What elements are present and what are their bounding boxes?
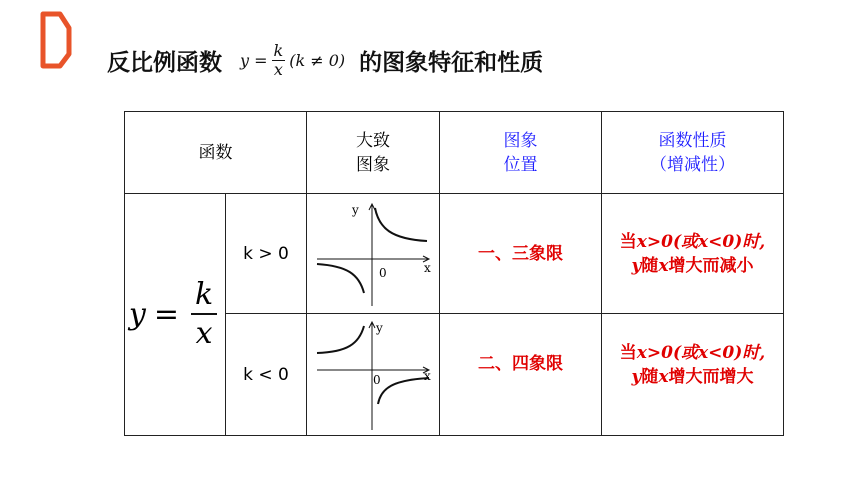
row1-y-label: y <box>352 203 359 217</box>
row2-x-label: x <box>424 369 431 383</box>
formula-lhs: y = <box>240 50 268 70</box>
title-suffix: 的图象特征和性质 <box>359 49 544 76</box>
row1-x-label: x <box>424 261 431 275</box>
row2-quadrants: 二、四象限 <box>478 353 563 374</box>
row1-graph <box>307 194 439 313</box>
page-title <box>107 30 727 90</box>
header-property <box>602 112 783 193</box>
row2-curve-q2 <box>317 326 364 353</box>
header-graph-line1: 大致 <box>356 130 390 151</box>
function-numerator: k <box>191 277 217 315</box>
row1-property-line1: 当x>0(或x<0)时, <box>619 231 766 252</box>
row2-condition: k < 0 <box>243 364 289 385</box>
header-property-line2: （增减性） <box>650 154 735 175</box>
header-position-line1: 图象 <box>503 130 538 151</box>
header-graph <box>307 112 439 193</box>
row2-curve-q4 <box>378 378 429 404</box>
header-graph-line2: 图象 <box>356 154 390 175</box>
row2-origin-label: 0 <box>373 373 381 387</box>
title-prefix: 反比例函数 <box>107 49 222 76</box>
header-position <box>440 112 601 193</box>
function-fraction <box>191 277 217 353</box>
row1-condition: k > 0 <box>243 243 289 264</box>
row1-quadrants: 一、三象限 <box>478 243 563 264</box>
row2-property <box>602 314 783 435</box>
row1-curve-q1 <box>375 208 427 241</box>
formula-denominator: x <box>273 59 283 79</box>
row1-property <box>602 194 783 313</box>
header-function: 函数 <box>198 142 233 163</box>
logo-icon <box>36 8 76 72</box>
title-formula <box>240 42 345 79</box>
function-formula <box>129 277 221 353</box>
row1-property-line2: y随x增大而减小 <box>631 255 754 276</box>
formula-numerator: k <box>273 40 284 60</box>
row2-y-label: y <box>376 321 383 335</box>
function-denominator: x <box>195 315 213 351</box>
row2-graph <box>307 314 439 435</box>
row1-curve-q3 <box>317 264 364 293</box>
row2-property-line1: 当x>0(或x<0)时, <box>619 342 766 363</box>
function-lhs: y <box>128 296 146 332</box>
header-property-line1: 函数性质 <box>658 130 727 151</box>
row2-property-line2: y随x增大而增大 <box>631 366 754 387</box>
formula-fraction <box>272 42 286 79</box>
formula-condition: (k ≠ 0) <box>289 50 346 70</box>
function-eq: = <box>153 296 179 332</box>
function-formula-cell <box>125 194 225 435</box>
row1-origin-label: 0 <box>379 266 387 280</box>
header-position-line2: 位置 <box>503 154 538 175</box>
